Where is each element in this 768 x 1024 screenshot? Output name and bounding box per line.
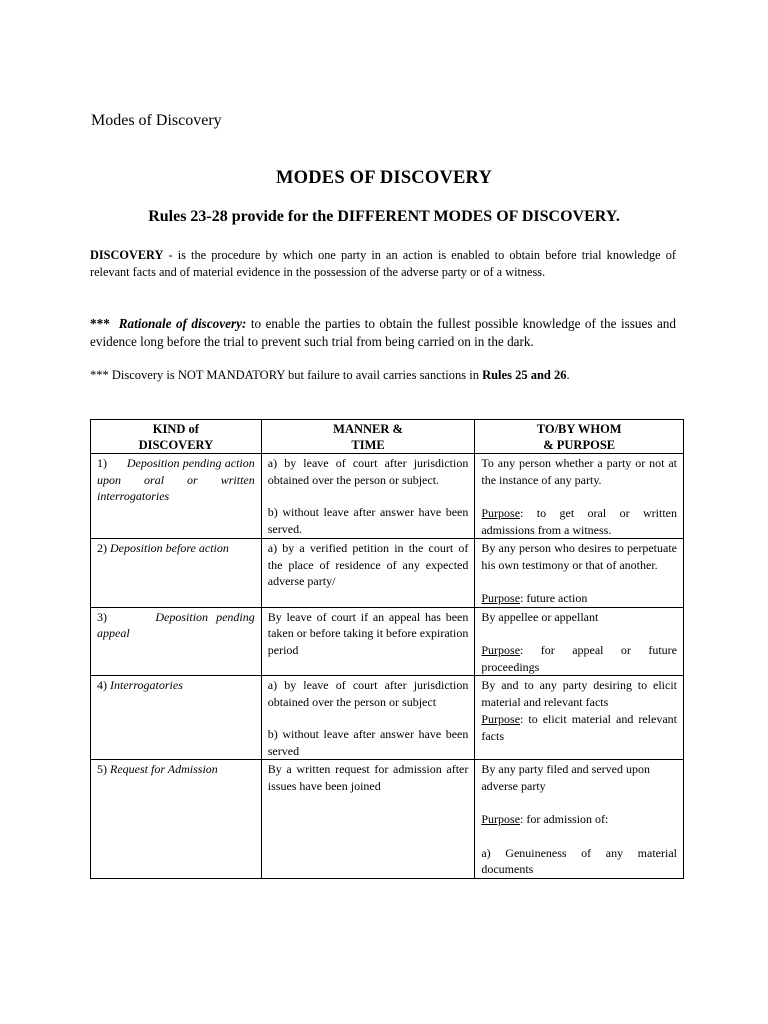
manner-cell: a) by leave of court after jurisdiction obtained over the person or subject b) without leave after answer have been served [261,676,475,760]
header-kind: KIND of DISCOVERY [91,420,262,454]
kind-cell: 5) Request for Admission [91,760,262,879]
table-row [91,760,684,879]
manner-cell: a) by a verified petition in the court of the place of residence of any expected adverse party/ [261,539,475,608]
main-heading: MODES OF DISCOVERY [275,168,493,188]
kind-cell: 4) Interrogatories [91,676,262,760]
note-end: . [566,368,570,382]
whom-cell: To any person whether a party or not at the instance of any party. Purpose: to get oral or written admissions from a witness. [475,454,684,539]
rationale-stars: *** [90,316,110,331]
whom-cell: By any person who desires to perpetuate his own testimony or that of another. Purpose: future action [475,539,684,608]
definition-text: - is the procedure by which one party in an action is enabled to obtain before trial knowledge of relevant facts and of material evidence in the possession of the adverse party or of a witness. [90,248,676,279]
kind-cell: 3) Deposition pending appeal [91,607,262,676]
header-manner: MANNER & TIME [261,420,475,454]
discovery-definition [90,247,676,280]
document-title: Modes of Discovery [91,112,222,129]
rationale-text: to enable the parties to obtain the fullest possible knowledge of the issues and evidence long before the trial to prevent such trial from being carried on in the dark. [90,316,676,349]
mandatory-note [90,367,676,384]
kind-cell: 2) Deposition before action [91,539,262,608]
table-header-row [91,420,684,454]
manner-cell: By leave of court if an appeal has been taken or before taking it before expiration period [261,607,475,676]
modes-table [90,419,684,879]
note-text: *** Discovery is NOT MANDATORY but failure to avail carries sanctions in [90,368,483,382]
manner-cell: By a written request for admission after issues have been joined [261,760,475,879]
table-row [91,539,684,608]
whom-cell: By and to any party desiring to elicit material and relevant facts Purpose: to elicit material and relevant facts [475,676,684,760]
rationale-paragraph [90,315,676,351]
table-row [91,676,684,760]
sub-heading: Rules 23-28 provide for the DIFFERENT MODES OF DISCOVERY. [148,208,620,225]
kind-cell: 1) Deposition pending action upon oral or written interrogatories [91,454,262,539]
whom-cell: By any party filed and served upon adverse party Purpose: for admission of: a) Genuineness of any material documents [475,760,684,879]
definition-term: DISCOVERY [90,248,164,262]
note-rules: Rules 25 and 26 [482,368,567,382]
header-whom: TO/BY WHOM & PURPOSE [475,420,684,454]
table-row [91,607,684,676]
manner-cell: a) by leave of court after jurisdiction obtained over the person or subject. b) without leave after answer have been served. [261,454,475,539]
whom-cell: By appellee or appellant Purpose: for appeal or future proceedings [475,607,684,676]
rationale-label: Rationale of discovery: [118,316,247,331]
table-row [91,454,684,539]
